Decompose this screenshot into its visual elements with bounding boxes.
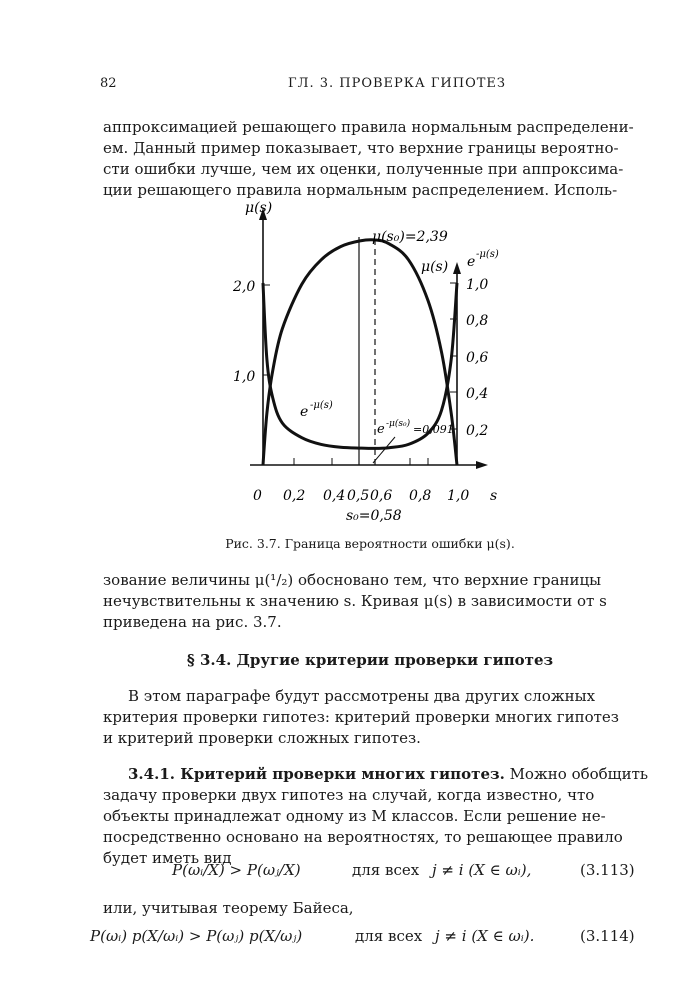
- right-tick-label: 0,6: [466, 350, 489, 366]
- section-title: § 3.4. Другие критерии проверки гипотез: [186, 651, 554, 669]
- text-line: и критерий проверки сложных гипотез.: [103, 729, 421, 747]
- mu-curve-label: μ(s): [421, 259, 449, 275]
- running-title: ГЛ. 3. ПРОВЕРКА ГИПОТЕЗ: [288, 76, 507, 91]
- equation-3-113-lhs: P(ωᵢ/X) > P(ωⱼ/X): [172, 861, 301, 879]
- x-tick-label: 0: [253, 488, 262, 504]
- text-line: будет иметь вид: [103, 849, 232, 867]
- x-tick-label: 0,8: [409, 488, 432, 504]
- min-annotation: e: [377, 422, 385, 437]
- section-paragraph: [103, 686, 641, 749]
- equation-3-114-number: (3.114): [580, 927, 635, 945]
- exp-curve-label: e: [300, 404, 309, 420]
- exp-curve-label-sup: -μ(s): [310, 400, 333, 411]
- x-tick-label: 1,0: [447, 488, 470, 504]
- left-tick-label: 2,0: [233, 279, 256, 295]
- text-line: задачу проверки двух гипотез на случай, когда известно, что: [103, 786, 595, 804]
- subsection-first-line: [103, 764, 649, 785]
- text-line: посредственно основано на вероятностях, то решающее правило: [103, 828, 623, 846]
- text-line: нечувствительны к значению s. Кривая μ(s) в зависимости от s: [103, 592, 607, 610]
- x-axis-arrow: [476, 461, 488, 469]
- right-y-arrow: [453, 262, 461, 274]
- min-annotation-value: =0,091: [413, 423, 454, 436]
- equation-3-114-lhs: P(ωᵢ) p(X/ωᵢ) > P(ωⱼ) p(X/ωⱼ): [90, 927, 303, 945]
- subsection-heading: 3.4.1. Критерий проверки многих гипотез.: [128, 765, 505, 783]
- x-ticks: [294, 458, 428, 465]
- right-tick-label: 0,8: [466, 313, 489, 329]
- equation-3-114-cond-word: для всех: [355, 927, 423, 945]
- min-annotation-leader: [373, 437, 395, 463]
- s0-label: s₀=0,58: [346, 508, 402, 524]
- x-tick-label: 0,4: [323, 488, 346, 504]
- between-text: или, учитывая теорему Байеса,: [103, 899, 354, 917]
- x-tick-label: 0,5: [347, 488, 370, 504]
- equation-3-113-cond: j ≠ i (X ∈ ωᵢ),: [432, 861, 532, 879]
- text-line: В этом параграфе будут рассмотрены два других сложных: [128, 687, 596, 705]
- x-tick-label: 0,6: [370, 488, 393, 504]
- equation-3-113-number: (3.113): [580, 861, 635, 879]
- y-left-label: μ(s): [245, 200, 273, 216]
- body-paragraph: [103, 570, 641, 633]
- equation-3-114-cond: j ≠ i (X ∈ ωᵢ).: [435, 927, 535, 945]
- page-number: 82: [100, 76, 117, 91]
- y-right-label: e: [467, 254, 476, 270]
- text-line: аппроксимацией решающего правила нормальным распределени-: [103, 118, 634, 136]
- text-line: сти ошибки лучше, чем их оценки, полученные при аппроксима-: [103, 160, 624, 178]
- right-tick-label: 0,2: [466, 423, 489, 439]
- equation-3-113-cond-word: для всех: [352, 861, 420, 879]
- figure-caption: Рис. 3.7. Граница вероятности ошибки μ(s).: [225, 536, 515, 551]
- text-line: критерия проверки гипотез: критерий проверки многих гипотез: [103, 708, 619, 726]
- right-tick-label: 1,0: [466, 277, 489, 293]
- min-annotation-sup: -μ(s₀): [386, 419, 411, 429]
- text-fragment: Можно обобщить: [509, 765, 649, 783]
- text-line: объекты принадлежат одному из M классов. Если решение не-: [103, 807, 606, 825]
- y-right-label-sup: -μ(s): [476, 249, 499, 260]
- right-tick-label: 0,4: [466, 386, 489, 402]
- left-tick-label: 1,0: [233, 369, 256, 385]
- text-line: зование величины μ(¹/₂) обосновано тем, что верхние границы: [103, 571, 602, 589]
- x-tick-label: 0,2: [283, 488, 306, 504]
- subsection-paragraph: [103, 764, 649, 869]
- x-axis-label: s: [490, 488, 498, 504]
- text-line: ем. Данный пример показывает, что верхние границы вероятно-: [103, 139, 619, 157]
- text-line: приведена на рис. 3.7.: [103, 613, 282, 631]
- max-annotation: μ(s₀)=2,39: [372, 229, 448, 245]
- text-line: ции решающего правила нормальным распределением. Исполь-: [103, 181, 618, 199]
